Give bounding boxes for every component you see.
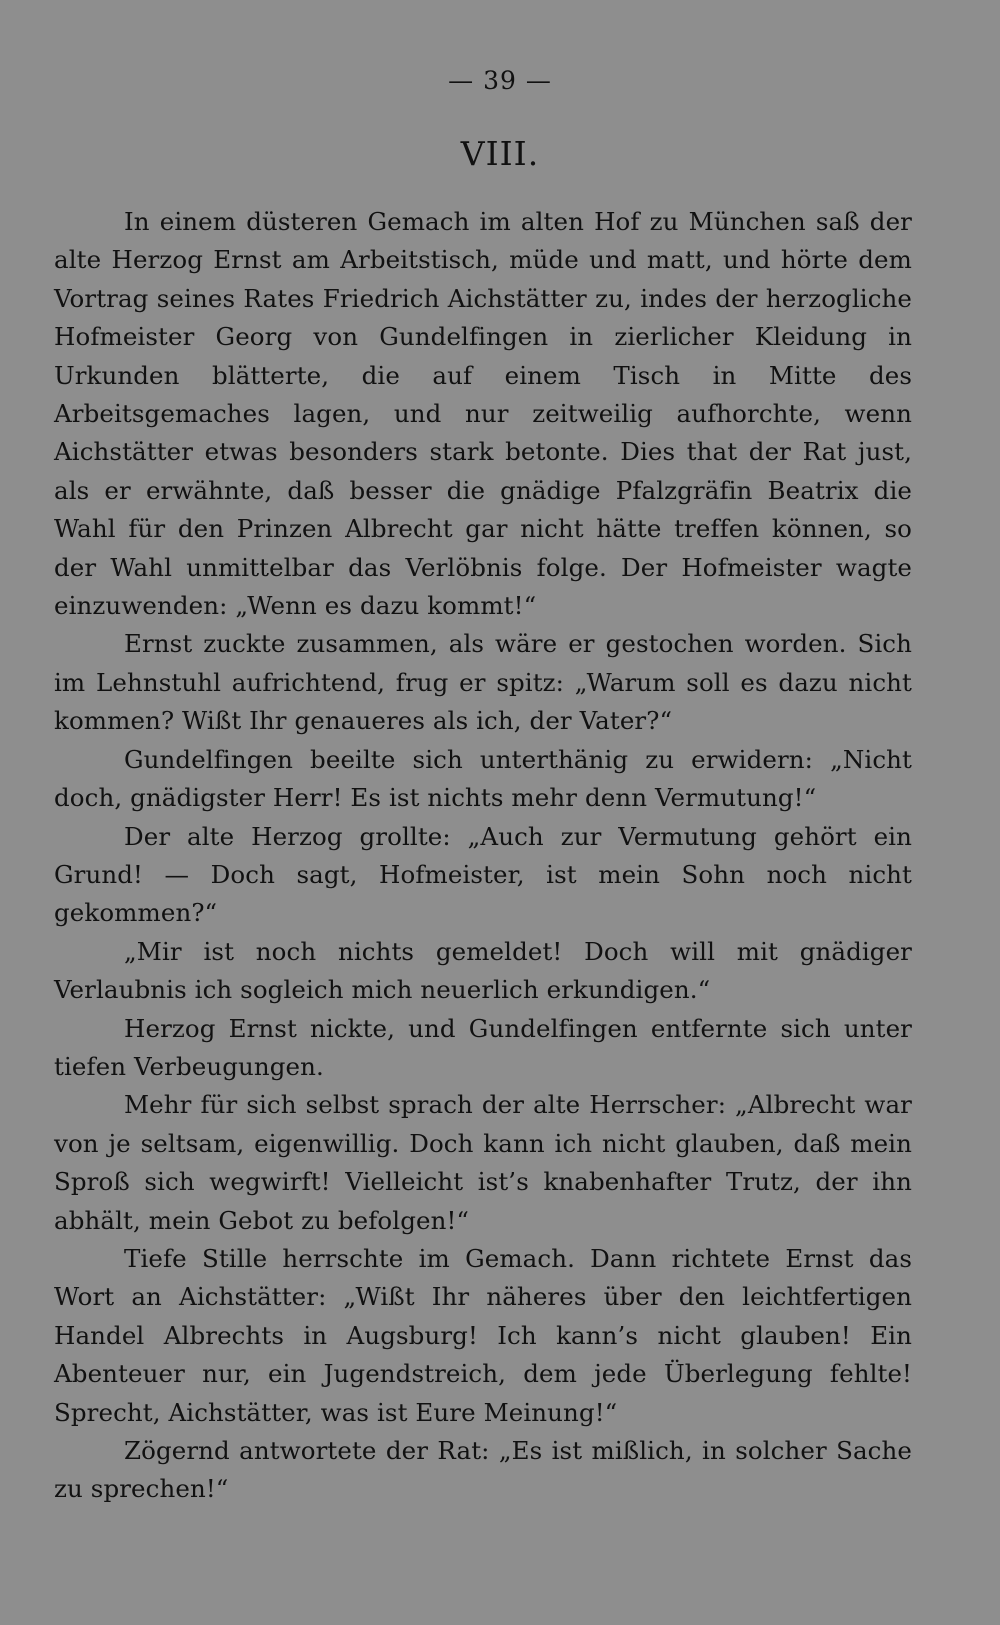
paragraph-8: Tiefe Stille herrschte im Gemach. Dann richtete Ernst das Wort an Aichstätter: „Wißt Ihr näheres über den leichtfertigen Handel Albrechts in Augsburg! Ich kann’s nicht glauben! Ein Abenteuer nur, ein Jugendstreich, dem jede Überlegung fehlte! Sprecht, Aichstätter, was ist Eure Meinung!“: [54, 1243, 912, 1427]
page-number: — 39 —: [448, 66, 552, 95]
paragraph-7: Mehr für sich selbst sprach der alte Herrscher: „Albrecht war von je seltsam, eigenwillig. Doch kann ich nicht glauben, daß mein Sproß sich wegwirft! Vielleicht ist’s knabenhafter Trutz, der ihn abhält, mein Gebot zu befolgen!“: [54, 1090, 912, 1235]
chapter-heading: VIII.: [460, 134, 540, 173]
paragraph-4: Der alte Herzog grollte: „Auch zur Vermutung gehört ein Grund! — Doch sagt, Hofmeister, ist mein Sohn noch nicht gekommen?“: [54, 821, 912, 928]
paragraph-6: Herzog Ernst nickte, und Gundelfingen entfernte sich unter tiefen Verbeugungen.: [54, 1013, 912, 1081]
paragraph-9: Zögernd antwortete der Rat: „Es ist mißlich, in solcher Sache zu sprechen!“: [54, 1436, 912, 1504]
paragraph-1: In einem düsteren Gemach im alten Hof zu München saß der alte Herzog Ernst am Arbeitstisch, müde und matt, und hörte dem Vortrag seines Rates Friedrich Aichstätter zu, indes der herzogliche Hofmeister Georg von Gundelfingen in zierlicher Kleidung in Urkunden blätterte, die auf einem Tisch in Mitte des Arbeitsgemaches lagen, und nur zeitweilig aufhorchte, wenn Aichstätter etwas besonders stark betonte. Dies that der Rat just, als er erwähnte, daß besser die gnädige Pfalzgräfin Beatrix die Wahl für den Prinzen Albrecht gar nicht hätte treffen können, so der Wahl unmittelbar das Verlöbnis folge. Der Hofmeister wagte einzuwenden: „Wenn es dazu kommt!“: [54, 207, 912, 621]
paragraph-2: Ernst zuckte zusammen, als wäre er gestochen worden. Sich im Lehnstuhl aufrichtend, frug er spitz: „Warum soll es dazu nicht kommen? Wißt Ihr genaueres als ich, der Vater?“: [54, 629, 912, 736]
paragraph-5: „Mir ist noch nichts gemeldet! Doch will mit gnädiger Verlaubnis ich sogleich mich neuerlich erkundigen.“: [54, 936, 912, 1005]
paragraph-3: Gundelfingen beeilte sich unterthänig zu erwidern: „Nicht doch, gnädigster Herr! Es ist nichts mehr denn Vermutung!“: [54, 744, 912, 813]
body-text: [54, 203, 912, 1509]
